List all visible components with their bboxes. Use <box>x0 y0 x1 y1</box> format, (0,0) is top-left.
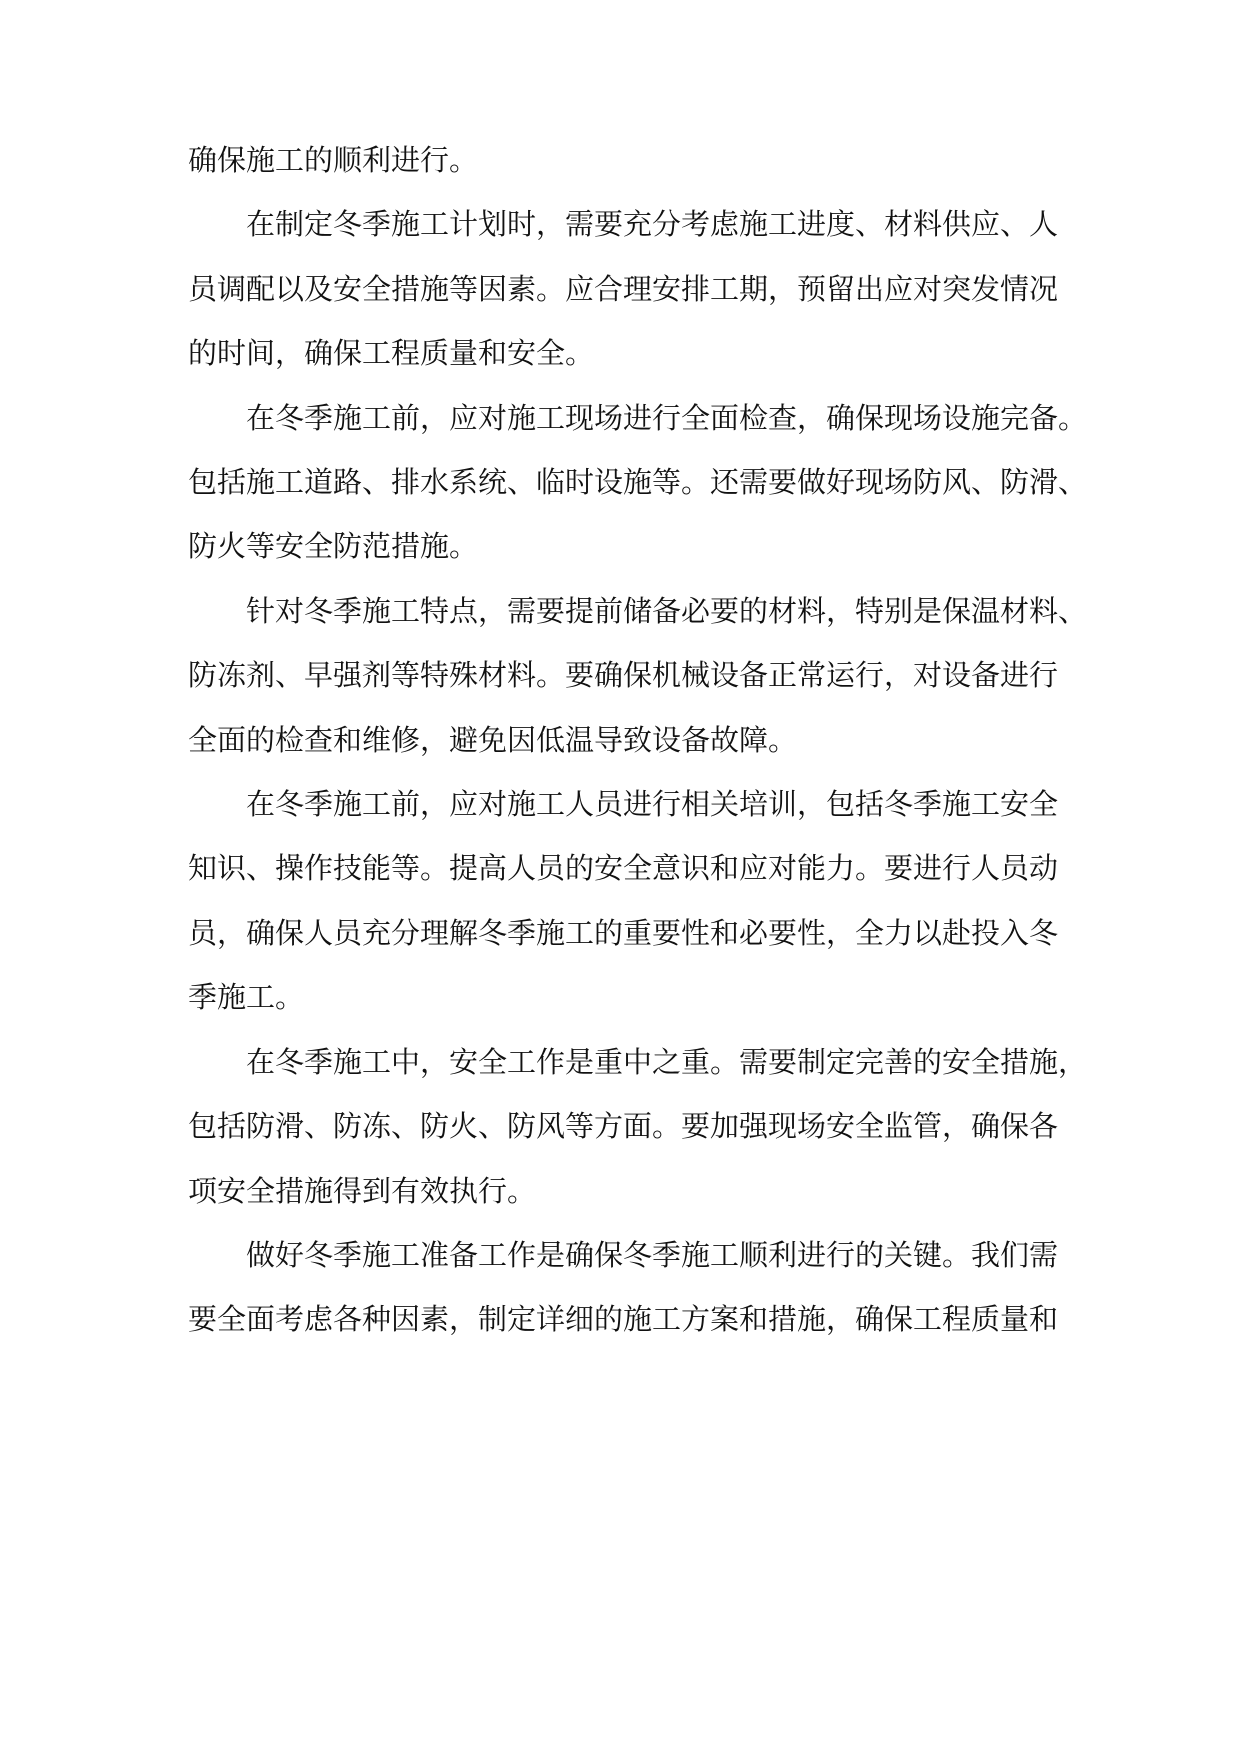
paragraph-first-line: 在冬季施工前，应对施工人员进行相关培训，包括冬季施工安全 <box>246 787 1059 821</box>
text-line: 要全面考虑各种因素，制定详细的施工方案和措施，确保工程质量和 <box>188 1302 1059 1336</box>
text-line: 全面的检查和维修，避免因低温导致设备故障。 <box>188 723 798 757</box>
text-line: 的时间，确保工程质量和安全。 <box>188 336 595 370</box>
text-line: 防火等安全防范措施。 <box>188 529 479 563</box>
paragraph-first-line: 针对冬季施工特点，需要提前储备必要的材料，特别是保温材料、 <box>246 594 1088 628</box>
text-line: 员调配以及安全措施等因素。应合理安排工期，预留出应对突发情况 <box>188 272 1059 306</box>
text-line: 防冻剂、早强剂等特殊材料。要确保机械设备正常运行，对设备进行 <box>188 658 1059 692</box>
paragraph-first-line: 在冬季施工前，应对施工现场进行全面检查，确保现场设施完备。 <box>246 401 1088 435</box>
text-line: 包括防滑、防冻、防火、防风等方面。要加强现场安全监管，确保各 <box>188 1109 1059 1143</box>
text-line: 项安全措施得到有效执行。 <box>188 1174 537 1208</box>
text-line: 确保施工的顺利进行。 <box>188 143 479 177</box>
paragraph-first-line: 在冬季施工中，安全工作是重中之重。需要制定完善的安全措施， <box>246 1045 1088 1079</box>
text-line: 员，确保人员充分理解冬季施工的重要性和必要性，全力以赴投入冬 <box>188 916 1059 950</box>
text-line: 知识、操作技能等。提高人员的安全意识和应对能力。要进行人员动 <box>188 851 1059 885</box>
paragraph-first-line: 在制定冬季施工计划时，需要充分考虑施工进度、材料供应、人 <box>246 207 1059 241</box>
paragraph-first-line: 做好冬季施工准备工作是确保冬季施工顺利进行的关键。我们需 <box>246 1238 1059 1272</box>
text-line: 包括施工道路、排水系统、临时设施等。还需要做好现场防风、防滑、 <box>188 465 1088 499</box>
text-line: 季施工。 <box>188 980 305 1014</box>
